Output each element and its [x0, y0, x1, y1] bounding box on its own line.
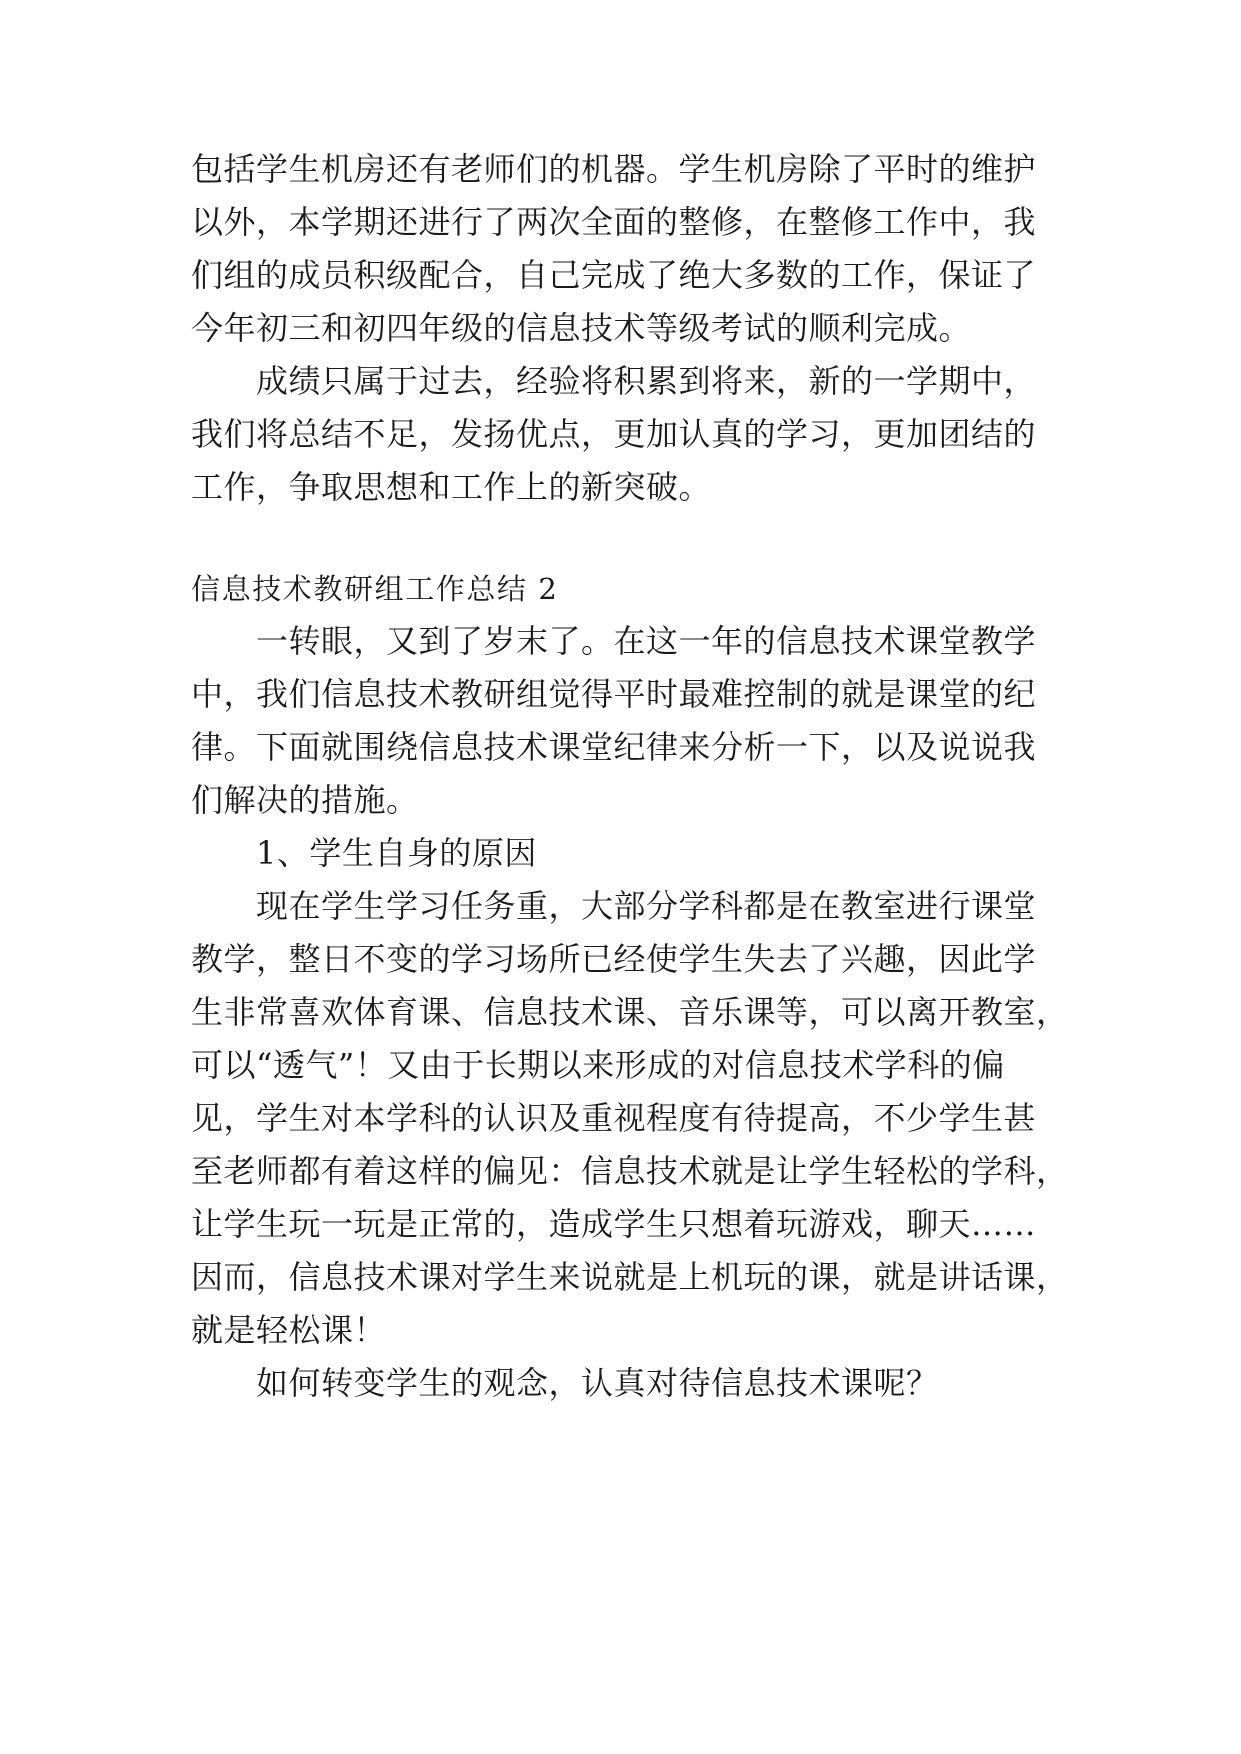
- text-line: 包括学生机房还有老师们的机器。学生机房除了平时的维护: [191, 150, 1037, 188]
- text-line: 见，学生对本学科的认识及重视程度有待提高，不少学生甚: [191, 1099, 1037, 1137]
- text-line: 至老师都有着这样的偏见：信息技术就是让学生轻松的学科，: [191, 1152, 1069, 1190]
- text-line: 我们将总结不足，发扬优点，更加认真的学习，更加团结的: [191, 415, 1037, 453]
- text-line: 生非常喜欢体育课、信息技术课、音乐课等，可以离开教室，: [191, 993, 1069, 1031]
- point-title: 1、学生自身的原因: [256, 834, 537, 872]
- text-line: 因而，信息技术课对学生来说就是上机玩的课，就是讲话课，: [191, 1258, 1069, 1296]
- text-line: 律。下面就围绕信息技术课堂纪律来分析一下，以及说说我: [191, 728, 1037, 766]
- text-line: 成绩只属于过去，经验将积累到将来，新的一学期中，: [256, 362, 1037, 400]
- text-line: 现在学生学习任务重，大部分学科都是在教室进行课堂: [256, 887, 1037, 925]
- text-line: 们组的成员积级配合，自己完成了绝大多数的工作，保证了: [191, 256, 1037, 294]
- text-line: 中，我们信息技术教研组觉得平时最难控制的就是课堂的纪: [191, 675, 1037, 713]
- question-line: 如何转变学生的观念，认真对待信息技术课呢？: [256, 1364, 939, 1402]
- text-line: 们解决的措施。: [191, 781, 419, 819]
- text-line: 可以“透气”！又由于长期以来形成的对信息技术学科的偏: [191, 1046, 1005, 1084]
- text-line: 一转眼，又到了岁末了。在这一年的信息技术课堂教学: [256, 622, 1037, 660]
- section-heading: 信息技术教研组工作总结 2: [191, 572, 559, 606]
- text-line: 今年初三和初四年级的信息技术等级考试的顺利完成。: [191, 309, 972, 347]
- text-line: 让学生玩一玩是正常的，造成学生只想着玩游戏，聊天……: [191, 1205, 1037, 1243]
- text-line: 教学，整日不变的学习场所已经使学生失去了兴趣，因此学: [191, 940, 1037, 978]
- text-line: 工作，争取思想和工作上的新突破。: [191, 468, 712, 506]
- text-line: 以外，本学期还进行了两次全面的整修，在整修工作中，我: [191, 203, 1037, 241]
- text-line: 就是轻松课！: [191, 1311, 387, 1349]
